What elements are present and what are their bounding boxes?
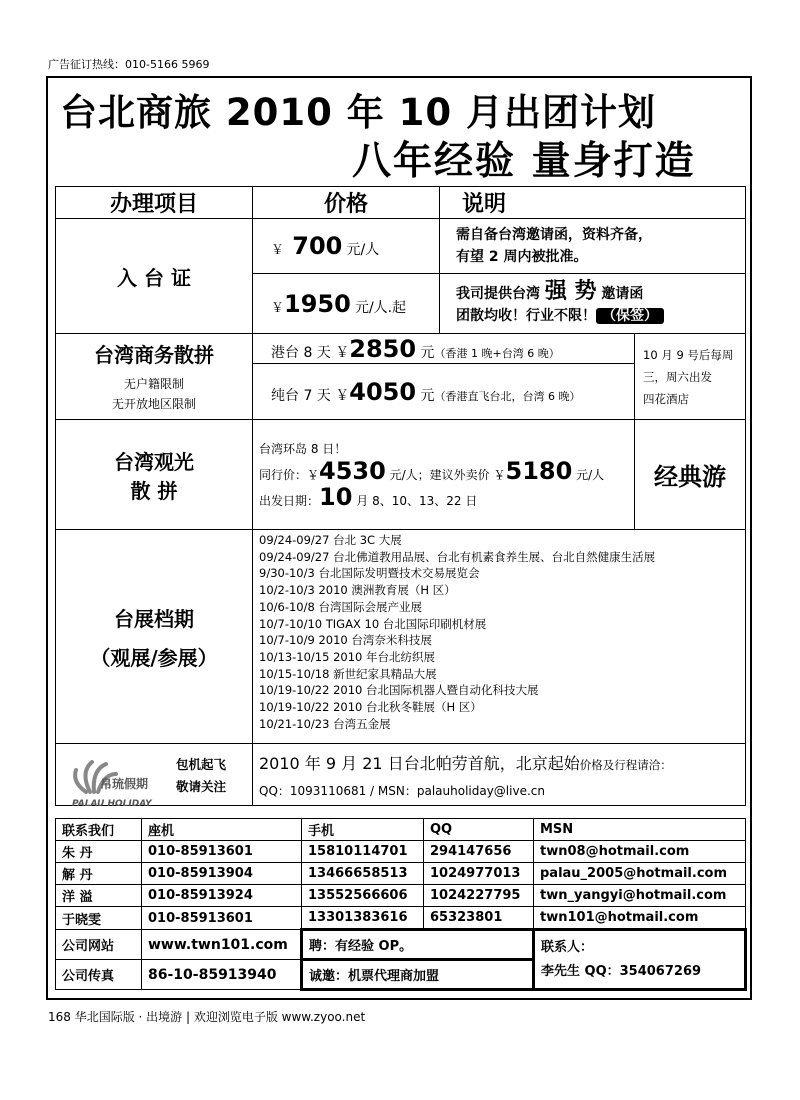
- expo-schedule-label: 台展档期 （观展/参展）: [56, 530, 253, 744]
- list-item: 10/6-10/8 台湾国际会展产业展: [259, 599, 422, 614]
- business-taiwan-only: 纯台 7 天 ￥4050 元（香港直飞台北，台湾 6 晚）: [253, 364, 635, 420]
- entry-price-2: ￥1950 元/人.起: [253, 274, 440, 334]
- list-item: 10/2-10/3 2010 澳洲教育展（H 区）: [259, 583, 456, 598]
- page-footer: 168 华北国际版 · 出境游 | 欢迎浏览电子版 www.zyoo.net: [48, 1010, 366, 1024]
- header-desc: 说明: [440, 187, 746, 219]
- entry-note-2: 我司提供台湾 强 势 邀请函 团散均收！行业不限！ （保签）: [440, 274, 746, 334]
- itinerary-table: [55, 186, 746, 806]
- contact-person: 联系人： 李先生 QQ：354067269: [534, 930, 746, 990]
- list-item: 10/7-10/10 TIGAX 10 台北国际印刷机材展: [259, 616, 487, 631]
- table-row: 联系我们 座机 手机 QQ MSN: [56, 819, 746, 841]
- company-website-label: 公司网站: [56, 930, 142, 960]
- business-tour-label: 台湾商务散拼 无户籍限制 无开放地区限制: [56, 334, 253, 420]
- table-row: 洋 溢 010-85913924 13552566606 1024227795 twn_yangyi@hotmail.com: [56, 885, 746, 907]
- page-subtitle: 八年经验 量身打造: [352, 139, 696, 184]
- entry-note-1: 需自备台湾邀请函，资料齐备， 有望 2 周内被批准。: [440, 219, 746, 274]
- list-item: 10/15-10/18 新世纪家具精品大展: [259, 666, 437, 681]
- expo-schedule-list: [253, 530, 746, 744]
- business-hk-taiwan: 港台 8 天 ￥2850 元（香港 1 晚+台湾 6 晚）: [253, 334, 635, 364]
- charter-flight-detail: 2010 年 9 月 21 日台北帕劳首航，北京起始价格及行程请洽： QQ：1093110681 / MSN：palauholiday@live.cn: [253, 744, 746, 806]
- table-row: 解 丹 010-85913904 13466658513 1024977013 palau_2005@hotmail.com: [56, 863, 746, 885]
- svg-text:PALAU HOLIDAY: PALAU HOLIDAY: [72, 799, 152, 809]
- sightseeing-tour-label: 台湾观光 散 拼: [56, 420, 253, 530]
- sightseeing-tour-detail: 台湾环岛 8 日！ 同行价：￥4530 元/人；建议外卖价 ￥5180 元/人 出发日期：10 月 8、10、13、22 日: [253, 420, 635, 530]
- header-item: 办理项目: [56, 187, 253, 219]
- company-fax: 86-10-85913940: [142, 960, 302, 990]
- business-departure-note: 10 月 9 号后每周 三，周六出发 四花酒店: [635, 334, 746, 420]
- palau-holiday-logo: [70, 752, 166, 810]
- guarantee-badge: （保签）: [596, 308, 664, 324]
- header-price: 价格: [253, 187, 440, 219]
- company-website[interactable]: www.twn101.com: [142, 930, 302, 960]
- list-item: 10/19-10/22 2010 台北国际机器人暨自动化科技大展: [259, 683, 539, 698]
- list-item: 09/24-09/27 台北佛道教用品展、台北有机素食养生展、台北自然健康生活展: [259, 549, 656, 564]
- list-item: 9/30-10/3 台北国际发明暨技术交易展览会: [259, 566, 480, 581]
- agent-invite-note: 诚邀：机票代理商加盟: [302, 960, 534, 990]
- classic-tour-tag: 经典游: [635, 420, 746, 530]
- list-item: 09/24-09/27 台北 3C 大展: [259, 533, 402, 547]
- list-item: 10/7-10/9 2010 台湾奈米科技展: [259, 633, 432, 648]
- contact-table: [55, 818, 747, 991]
- list-item: 10/21-10/23 台湾五金展: [259, 716, 391, 731]
- recruit-note: 聘：有经验 OP。: [302, 930, 534, 960]
- charter-flight-label: 包机起飞 敬请关注: [56, 744, 253, 806]
- page-title: 台北商旅 2010 年 10 月出团计划: [60, 91, 656, 134]
- list-item: 10/19-10/22 2010 台北秋冬鞋展（H 区）: [259, 700, 482, 715]
- entry-price-1: ￥ 700 元/人: [253, 219, 440, 274]
- list-item: 10/13-10/15 2010 年台北纺织展: [259, 649, 436, 664]
- table-row: 于晓雯 010-85913601 13301383616 65323801 twn101@hotmail.com: [56, 907, 746, 930]
- table-header: [56, 187, 746, 219]
- entry-permit-label: 入 台 证: [56, 219, 253, 334]
- ad-hotline: 广告征订热线：010-5166 5969: [48, 58, 210, 71]
- company-fax-label: 公司传真: [56, 960, 142, 990]
- svg-text:帛琉假期: 帛琉假期: [100, 777, 149, 791]
- table-row: 朱 丹 010-85913601 15810114701 294147656 twn08@hotmail.com: [56, 841, 746, 863]
